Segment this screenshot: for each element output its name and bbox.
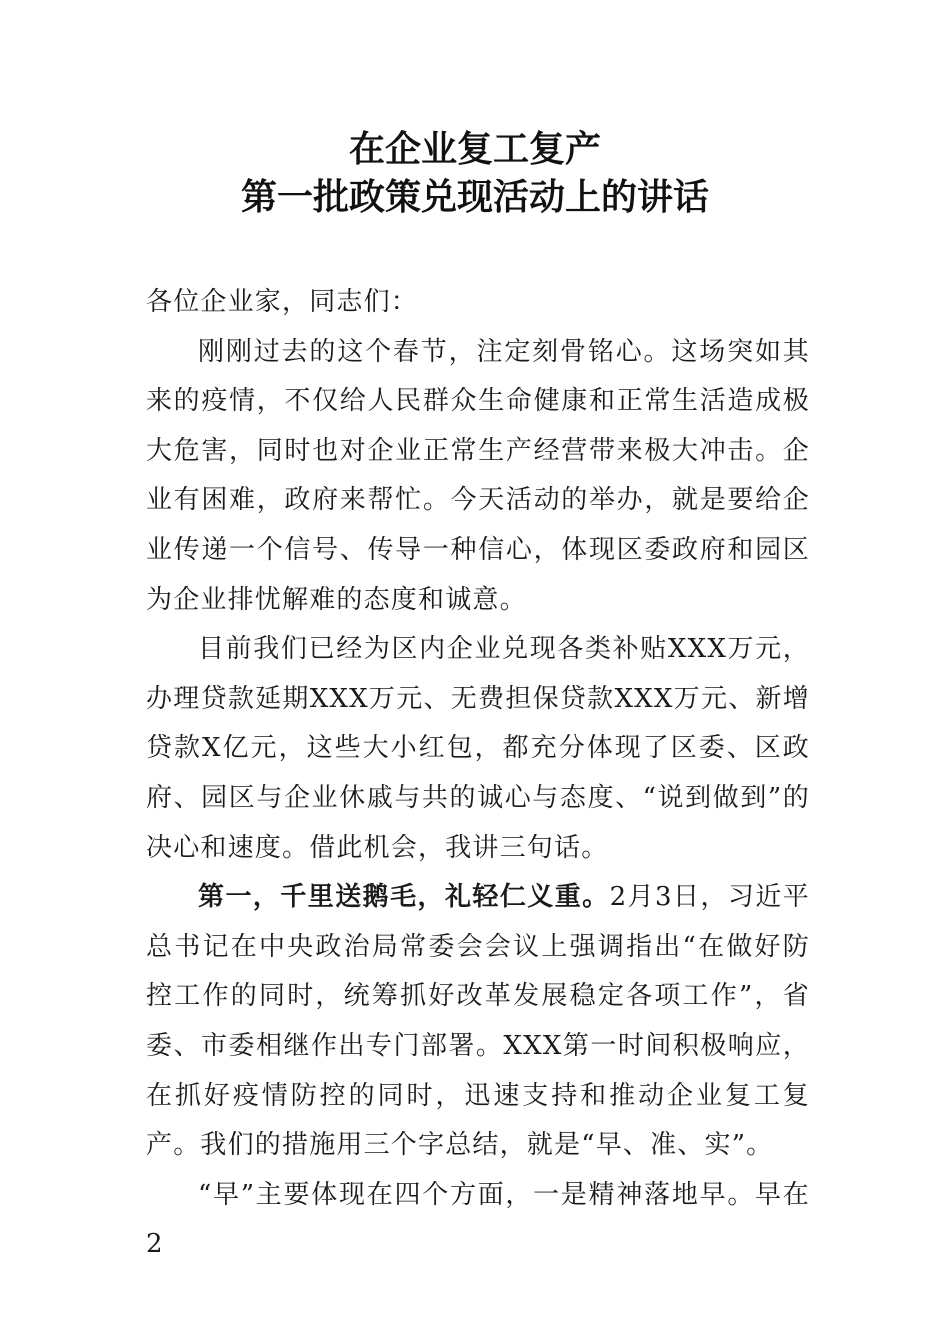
point-one-heading: 第一，千里送鹅毛，礼轻仁义重。: [198, 882, 610, 913]
document-title-line-2: 第一批政策兑现活动上的讲话: [240, 177, 709, 218]
paragraph-subsidies: 目前我们已经为区内企业兑现各类补贴XXX万元，办理贷款延期XXX万元、无费担保贷款XXX万元、新增贷款X亿元，这些大小红包，都充分体现了区委、区政府、园区与企业休戚与共的诚心与态度、“说到做到”的决心和速度。借此机会，我讲三句话。: [146, 634, 810, 863]
paragraph-point-one: [146, 873, 810, 1171]
document-title-line-1: 在企业复工复产: [348, 129, 601, 170]
salutation: 各位企业家，同志们：: [146, 287, 419, 317]
paragraph-early: “早”主要体现在四个方面，一是精神落地早。早在2: [146, 1179, 810, 1260]
point-one-text: 2月3日，习近平总书记在中央政治局常委会会议上强调指出“在做好防控工作的同时，统筹抓好改革发展稳定各项工作”，省委、市委相继作出专门部署。XXX第一时间积极响应，在抓好疫情防控的同时，迅速支持和推动企业复工复产。我们的措施用三个字总结，就是“早、准、实”。: [146, 882, 810, 1161]
paragraph-opening: 刚刚过去的这个春节，注定刻骨铭心。这场突如其来的疫情，不仅给人民群众生命健康和正常生活造成极大危害，同时也对企业正常生产经营带来极大冲击。企业有困难，政府来帮忙。今天活动的举办，就是要给企业传递一个信号、传导一种信心，体现区委政府和园区为企业排忧解难的态度和诚意。: [146, 336, 810, 615]
document-body: [146, 278, 810, 1270]
